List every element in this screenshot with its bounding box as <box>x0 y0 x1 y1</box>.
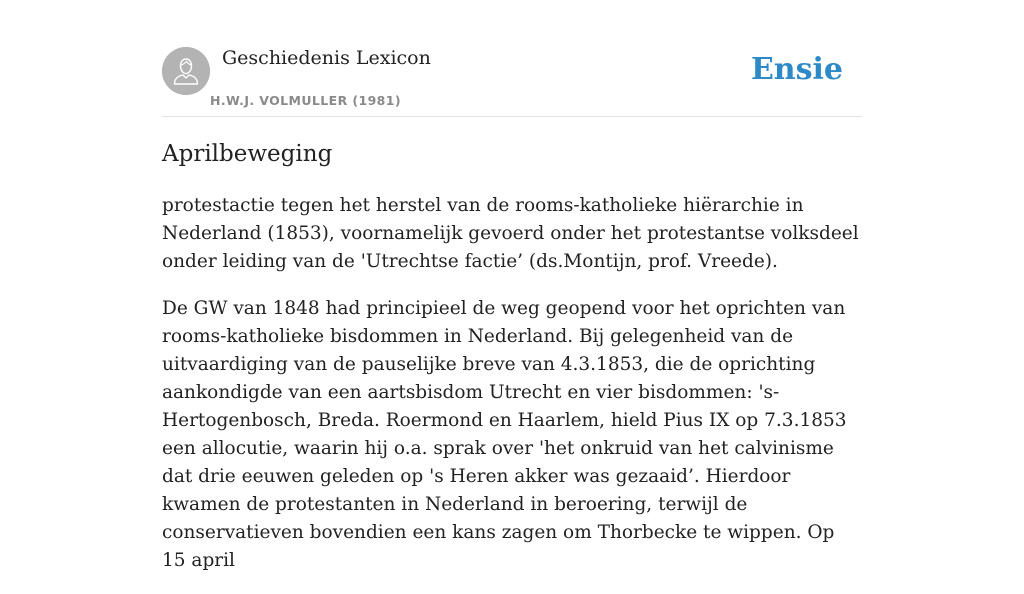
article-page <box>162 0 862 571</box>
user-silhouette-icon <box>162 47 210 95</box>
avatar[interactable] <box>162 47 210 95</box>
entry-paragraph: De GW van 1848 had principieel de weg geopend voor het oprichten van rooms-katholieke bisdommen in Nederland. Bij gelegenheid van de uitvaardiging van de pauselijke breve van 4.3.1853, die de oprichting aankondigde van een aartsbisdom Utrecht en vier bisdommen: 's-Hertogenbosch, Breda. Roermond en Haarlem, hield Pius IX op 7.3.1853 een allocutie, waarin hij o.a. sprak over 'het onkruid van het calvinisme dat drie eeuwen geleden op 's Heren akker was gezaaid’. Hierdoor kwamen de protestanten in Nederland in beroering, terwijl de conservatieven bovendien een kans zagen om Thorbecke te wippen. Op 15 april <box>162 298 847 571</box>
source-title[interactable]: Geschiedenis Lexicon <box>222 47 431 69</box>
brand-logo[interactable]: Ensie <box>750 52 843 87</box>
entry-paragraph: protestactie tegen het herstel van de rooms-katholieke hiërarchie in Nederland (1853), voornamelijk gevoerd onder het protestantse volksdeel onder leiding van de 'Utrechtse factie’ (ds.Montijn, prof. Vreede). <box>162 195 859 272</box>
entry-body <box>162 192 862 594</box>
entry-title: Aprilbeweging <box>162 141 333 167</box>
source-author: H.W.J. VOLMULLER (1981) <box>210 93 401 108</box>
article-header <box>162 0 862 117</box>
